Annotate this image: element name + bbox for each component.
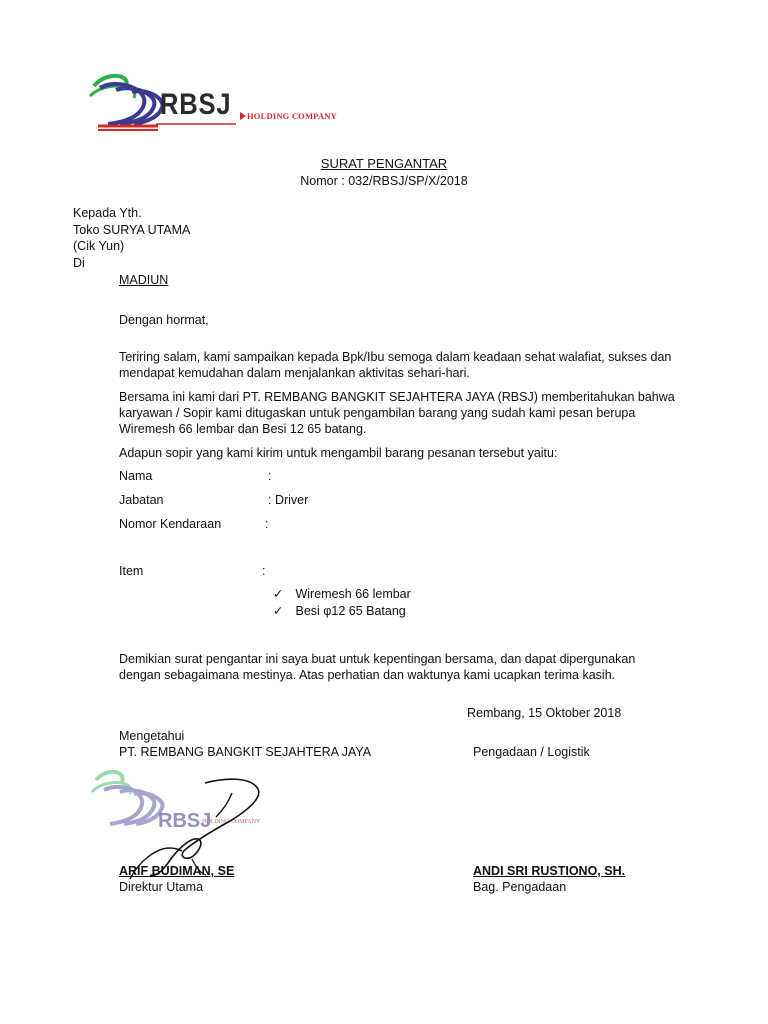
item-text: Besi φ12 65 Batang bbox=[295, 604, 406, 618]
right-signer-title: Bag. Pengadaan bbox=[473, 880, 567, 894]
checkmark-icon: ✓ bbox=[273, 604, 284, 618]
left-signer-title: Direktur Utama bbox=[119, 880, 204, 894]
left-signer-name: ARIF BUDIMAN, SE bbox=[119, 864, 235, 878]
logo-arrow-icon bbox=[240, 112, 246, 120]
left-signature-company: PT. REMBANG BANGKIT SEJAHTERA JAYA bbox=[119, 745, 372, 759]
nomor-kendaraan-label: Nomor Kendaraan bbox=[119, 517, 222, 531]
recipient-line-1: Kepada Yth. bbox=[73, 206, 142, 220]
right-signature-heading: Pengadaan / Logistik bbox=[473, 745, 590, 759]
letter-title: SURAT PENGANTAR bbox=[320, 156, 448, 171]
letter-number: Nomor : 032/RBSJ/SP/X/2018 bbox=[300, 174, 468, 188]
para1-line2: mendapat kemudahan dalam menjalankan aktivitas sehari-hari. bbox=[119, 366, 470, 380]
para2-line1: Bersama ini kami dari PT. REMBANG BANGKIT SEJAHTERA JAYA (RBSJ) memberitahukan bahwa bbox=[119, 390, 675, 404]
logo-tagline: HOLDING COMPANY bbox=[247, 111, 337, 121]
right-signer-name: ANDI SRI RUSTIONO, SH. bbox=[473, 864, 626, 878]
item-text: Wiremesh 66 lembar bbox=[295, 587, 411, 601]
nama-label: Nama bbox=[119, 469, 153, 483]
para1-line1: Teriring salam, kami sampaikan kepada Bpk/Ibu semoga dalam keadaan sehat walafiat, sukses dan bbox=[119, 350, 672, 364]
checkmark-icon: ✓ bbox=[273, 587, 284, 601]
logo-wordmark: RBSJ bbox=[160, 88, 232, 121]
recipient-city: MADIUN bbox=[119, 273, 169, 287]
para2-line3: Wiremesh 66 lembar dan Besi 12 65 batang. bbox=[119, 422, 367, 436]
stamp-tagline: HOLDING COMPANY bbox=[202, 819, 261, 825]
left-signature-heading: Mengetahui bbox=[119, 729, 185, 743]
nomor-kendaraan-value: : bbox=[265, 517, 269, 531]
closing-line2: dengan sebagaimana mestinya. Atas perhatian dan waktunya kami ucapkan terima kasih. bbox=[119, 668, 616, 682]
list-item bbox=[273, 603, 406, 618]
list-item bbox=[273, 586, 411, 601]
recipient-line-4: Di bbox=[73, 256, 85, 270]
recipient-line-3: (Cik Yun) bbox=[73, 239, 125, 253]
greeting: Dengan hormat, bbox=[119, 313, 209, 327]
stamp-wordmark: RBSJ bbox=[158, 810, 212, 832]
para3: Adapun sopir yang kami kirim untuk mengambil barang pesanan tersebut yaitu: bbox=[119, 446, 558, 460]
item-label: Item bbox=[119, 564, 144, 578]
item-value: : bbox=[262, 564, 266, 578]
nama-value: : bbox=[268, 469, 272, 483]
para2-line2: karyawan / Sopir kami ditugaskan untuk pengambilan barang yang sudah kami pesan berupa bbox=[119, 406, 636, 420]
letter-date: Rembang, 15 Oktober 2018 bbox=[467, 706, 622, 720]
jabatan-value: : Driver bbox=[268, 493, 309, 507]
recipient-line-2: Toko SURYA UTAMA bbox=[73, 223, 191, 237]
closing-line1: Demikian surat pengantar ini saya buat untuk kepentingan bersama, dan dapat dipergunakan bbox=[119, 652, 636, 666]
jabatan-label: Jabatan bbox=[119, 493, 164, 507]
